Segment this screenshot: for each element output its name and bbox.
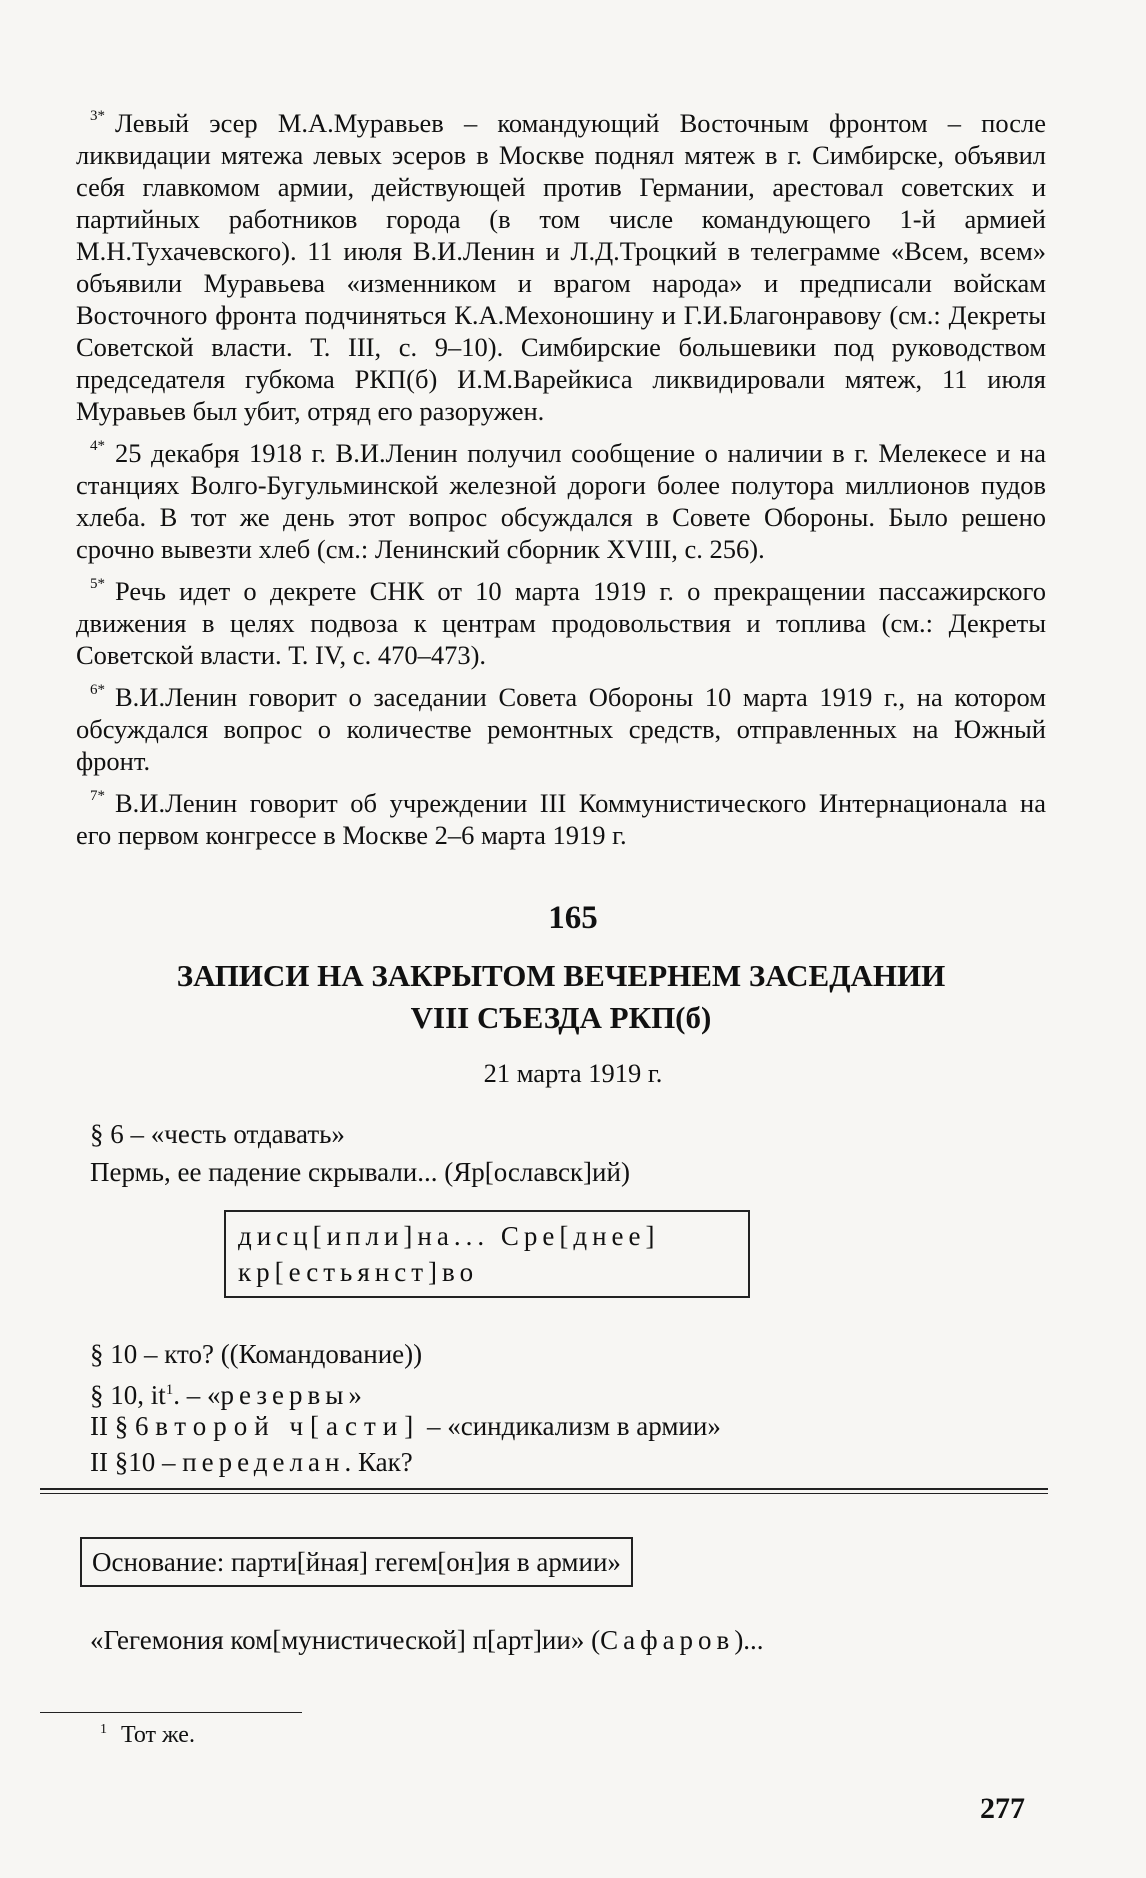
- hegemony-text: «Гегемония ком[мунистической] п[арт]ии» (: [90, 1625, 601, 1655]
- note-mark: 4*: [90, 438, 105, 454]
- spaced-text: резервы: [220, 1380, 349, 1410]
- body-line-1: § 6 – «честь отдавать»: [90, 1119, 345, 1149]
- note-text: Левый эсер М.А.Муравьев – командующий Восточным фронтом – после ликвидации мятежа левых эсеров в Москве поднял мятеж в г. Симбирске, объявил себя главкомом армии, действующей против Германии, арестовал советских и партийных работников города (в том числе командующего 1-й армией М.Н.Тухачевского). 11 июля В.И.Ленин и Л.Д.Троцкий в телеграмме «Всем, всем» объявили Муравьева «изменником и врагом народа» и предписали войскам Восточного фронта подчиняться К.А.Мехоношину и Г.И.Благонравову (см.: Декреты Советской власти. Т. III, с. 9–10). Симбирские большевики под руководством председателя губкома РКП(б) И.М.Варейкиса ликвидировали мятеж, 11 июля Муравьев был убит, отряд его разоружен.: [76, 108, 1046, 426]
- endnote-7: [76, 780, 1046, 851]
- document-title: [76, 955, 1046, 1039]
- hegemony-text: )...: [734, 1625, 764, 1655]
- line6-text: II §10 –: [90, 1447, 183, 1477]
- endnotes: [76, 100, 1046, 854]
- note-text: Речь идет о декрете СНК от 10 марта 1919 г. о прекращении пассажирского движения в целях подвоза к центрам продовольствия и топлива (см.: Декреты Советской власти. Т. IV, с. 470–473).: [76, 576, 1046, 670]
- note-text: В.И.Ленин говорит об учреждении III Коммунистического Интернационала на его первом конгрессе в Москве 2–6 марта 1919 г.: [76, 788, 1046, 850]
- body-line-6: [90, 1446, 413, 1478]
- line5-text: II § 6: [90, 1411, 156, 1441]
- footnote-mark: 1: [100, 1722, 107, 1737]
- line5-text: – «синдикализм в армии»: [420, 1411, 721, 1441]
- line4-text: . – «: [173, 1380, 221, 1410]
- document-date: 21 марта 1919 г.: [483, 1058, 663, 1088]
- note-mark: 5*: [90, 576, 105, 592]
- note-text: 25 декабря 1918 г. В.И.Ленин получил сообщение о наличии в г. Мелекесе и на станциях Волго-Бугульминской железной дороги более полутора миллионов пудов хлеба. В тот же день этот вопрос обсуждался в Совете Обороны. Было решено срочно вывезти хлеб (см.: Ленинский сборник XVIII, с. 256).: [76, 438, 1046, 564]
- endnote-4: [76, 430, 1046, 565]
- spaced-text: переделан: [182, 1447, 345, 1477]
- boxed-note-line-2: кр[естьянст]во: [238, 1257, 479, 1287]
- horizontal-rule: [40, 1493, 1048, 1494]
- page-number: 277: [980, 1792, 1025, 1825]
- boxed-note: [224, 1210, 750, 1298]
- footnote-text: Тот же.: [121, 1722, 195, 1748]
- note-mark: 3*: [90, 108, 105, 124]
- document-number: 165: [548, 900, 598, 936]
- footnote-rule: [40, 1712, 302, 1713]
- horizontal-rule: [40, 1488, 1048, 1490]
- endnote-5: [76, 568, 1046, 671]
- note-mark: 7*: [90, 788, 105, 804]
- body-line-4: [90, 1374, 362, 1411]
- line4-text: »: [348, 1380, 362, 1410]
- note-mark: 6*: [90, 682, 105, 698]
- footnote: [100, 1722, 195, 1749]
- footnote-ref: 1: [165, 1382, 174, 1398]
- title-line-1: ЗАПИСИ НА ЗАКРЫТОМ ВЕЧЕРНЕМ ЗАСЕДАНИИ: [176, 958, 946, 993]
- body-line-3: § 10 – кто? ((Командование)): [90, 1339, 423, 1369]
- spaced-text: второй ч[асти]: [155, 1411, 421, 1441]
- boxed-note-line-1: дисц[ипли]на... Сре[днее]: [238, 1221, 660, 1251]
- title-line-2: VIII СЪЕЗДА РКП(б): [410, 1000, 712, 1035]
- body-line-2: Пермь, ее падение скрывали... (Яр[ославск]ий): [90, 1157, 630, 1187]
- body-line-hegemony: [90, 1624, 764, 1656]
- line6-text: . Как?: [344, 1447, 413, 1477]
- line4-text: § 10, it: [90, 1380, 166, 1410]
- note-text: В.И.Ленин говорит о заседании Совета Обороны 10 марта 1919 г., на котором обсуждался вопрос о количестве ремонтных средств, отправленных на Южный фронт.: [76, 682, 1046, 776]
- basis-box: Основание: парти[йная] гегем[он]ия в армии»: [80, 1537, 633, 1587]
- spaced-text: Сафаров: [600, 1625, 735, 1655]
- body-line-5: [90, 1410, 721, 1442]
- endnote-3: [76, 100, 1046, 427]
- endnote-6: [76, 674, 1046, 777]
